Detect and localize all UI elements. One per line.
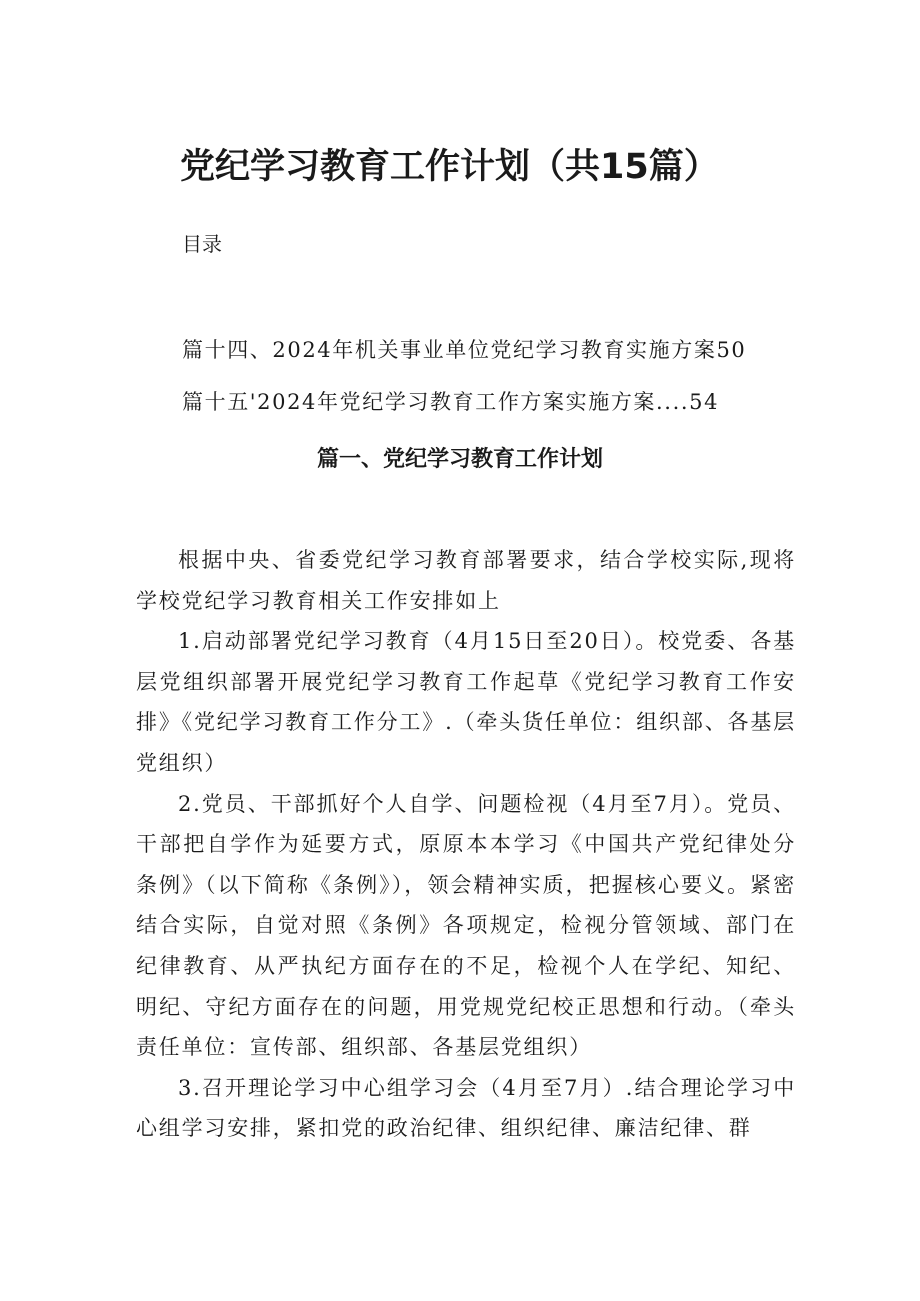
paragraph-item-1: 1.启动部署党纪学习教育（4月15日至20日）。校党委、各基层党组织部署开展党纪学习教育工作起草《党纪学习教育工作安排》《党纪学习教育工作分工》.（牵头货任单位：组织部、各基层党组织） [136,629,796,775]
paragraph-item-2: 2.党员、干部抓好个人自学、问题检视（4月至7月）。党员、干部把自学作为延要方式，原原本本学习《中国共产党纪律处分条例》（以下简称《条例》），领会精神实质，把握核心要义。紧密结合实际，自觉对照《条例》各项规定，检视分管领域、部门在纪律教育、从严执纪方面存在的不足，检视个人在学纪、知纪、明纪、守纪方面存在的问题，用党规党纪校正思想和行动。（牵头责任单位：宣传部、组织部、各基层党组织） [136,791,796,1060]
paragraph-intro: 根据中央、省委党纪学习教育部署要求，结合学校实际,现将学校党纪学习教育相关工作安排如上 [136,548,796,613]
document-title: 党纪学习教育工作计划（共15篇） [180,147,719,187]
toc-heading: 目录 [182,232,222,256]
section-heading: 篇一、党纪学习教育工作计划 [316,447,603,472]
body-text [136,540,796,1149]
toc-entry-15[interactable]: 篇十五'2024年党纪学习教育工作方案实施方案....54 [182,390,720,414]
paragraph-item-3: 3.召开理论学习中心组学习会（4月至7月）.结合理论学习中心组学习安排，紧扣党的政治纪律、组织纪律、廉洁纪律、群 [136,1075,796,1141]
toc-entry-14[interactable]: 篇十四、2024年机关事业单位党纪学习教育实施方案50 [182,338,747,362]
